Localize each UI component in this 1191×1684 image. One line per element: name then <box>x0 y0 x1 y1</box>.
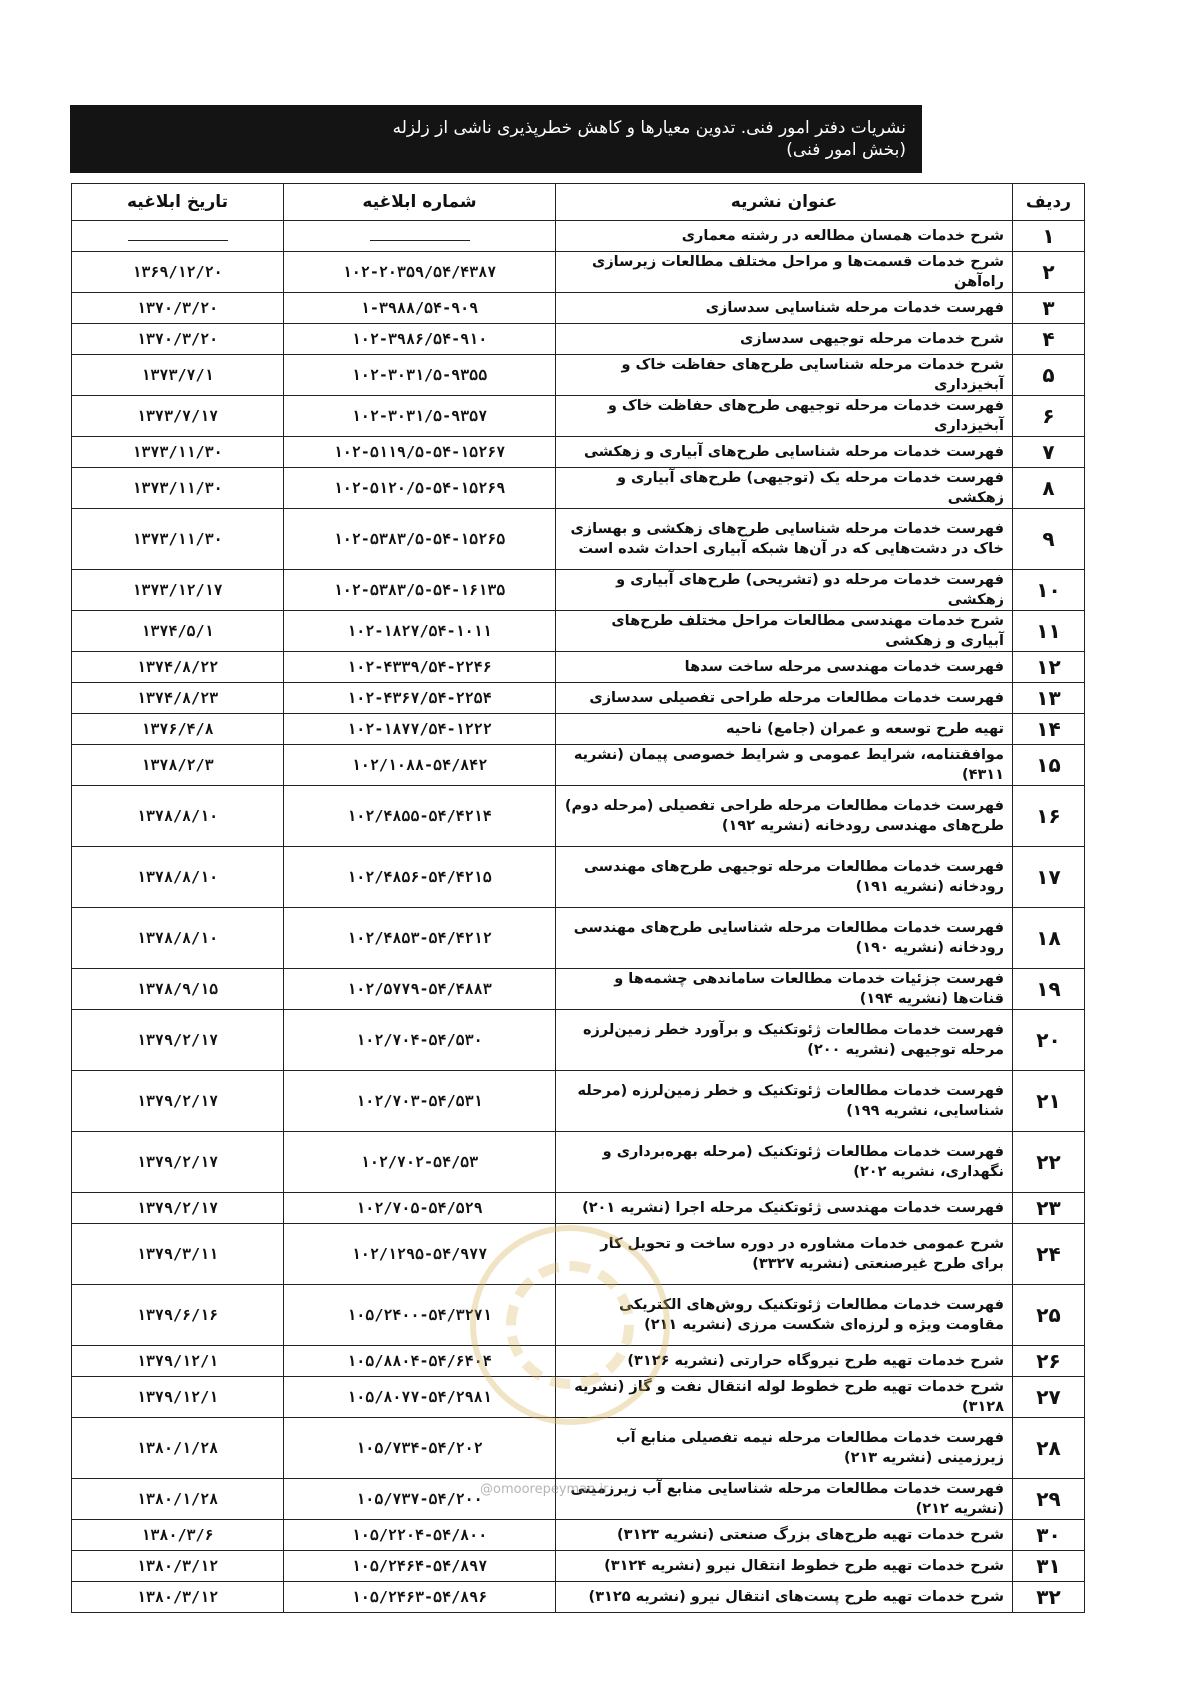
publication-title: شرح خدمات تهیه طرح نیروگاه حرارتی (نشریه ۳۱۲۶) <box>556 1346 1013 1377</box>
notice-number: ۱۰۵/۷۳۷-۵۴/۲۰۰ <box>284 1479 556 1520</box>
table-row <box>72 969 1085 1010</box>
table-row <box>72 293 1085 324</box>
notice-date <box>72 221 284 252</box>
publication-title: فهرست خدمات مطالعات ژئوتکنیک و خطر زمین‌لرزه (مرحله شناسایی، نشریه ۱۹۹) <box>556 1071 1013 1132</box>
table-row <box>72 1377 1085 1418</box>
publication-title: شرح خدمات مهندسی مطالعات مراحل مختلف طرح‌های آبیاری و زهکشی <box>556 611 1013 652</box>
table-row <box>72 847 1085 908</box>
publications-table <box>71 183 1085 1613</box>
row-number: ۴ <box>1013 324 1085 355</box>
table-row <box>72 1193 1085 1224</box>
table-row <box>72 1418 1085 1479</box>
publication-title: فهرست خدمات مطالعات ژئوتکنیک و برآورد خطر زمین‌لرزه مرحله توجیهی (نشریه ۲۰۰) <box>556 1010 1013 1071</box>
row-number: ۱۷ <box>1013 847 1085 908</box>
notice-number: ۱۰۲/۷۰۵-۵۴/۵۲۹ <box>284 1193 556 1224</box>
row-number: ۱۸ <box>1013 908 1085 969</box>
table-row <box>72 1551 1085 1582</box>
row-number: ۲۴ <box>1013 1224 1085 1285</box>
publication-title: فهرست خدمات مطالعات مرحله طراحی تفصیلی (مرحله دوم) طرح‌های مهندسی رودخانه (نشریه ۱۹۲) <box>556 786 1013 847</box>
notice-date: ۱۳۷۹/۳/۱۱ <box>72 1224 284 1285</box>
notice-number: ۱۰۲-۵۳۸۳/۵-۵۴-۱۶۱۳۵ <box>284 570 556 611</box>
notice-date: ۱۳۸۰/۳/۶ <box>72 1520 284 1551</box>
table-row <box>72 1132 1085 1193</box>
table-row <box>72 1224 1085 1285</box>
notice-date: ۱۳۷۳/۷/۱۷ <box>72 396 284 437</box>
row-number: ۲۲ <box>1013 1132 1085 1193</box>
notice-date: ۱۳۷۸/۸/۱۰ <box>72 908 284 969</box>
row-number: ۲۷ <box>1013 1377 1085 1418</box>
publication-title: فهرست خدمات مطالعات مرحله نیمه تفصیلی منابع آب زیرزمینی (نشریه ۲۱۳) <box>556 1418 1013 1479</box>
header-date: تاریخ ابلاغیه <box>72 184 284 221</box>
notice-number: ۱۰۲-۴۳۶۷/۵۴-۲۲۵۴ <box>284 683 556 714</box>
publication-title: فهرست خدمات مرحله توجیهی طرح‌های حفاظت خاک و آبخیزداری <box>556 396 1013 437</box>
table-row <box>72 745 1085 786</box>
publication-title: فهرست خدمات مطالعات مرحله توجیهی طرح‌های مهندسی رودخانه (نشریه ۱۹۱) <box>556 847 1013 908</box>
notice-date: ۱۳۷۴/۸/۲۲ <box>72 652 284 683</box>
publication-title: فهرست خدمات مهندسی ژئوتکنیک مرحله اجرا (نشریه ۲۰۱) <box>556 1193 1013 1224</box>
table-row <box>72 252 1085 293</box>
notice-date: ۱۳۷۳/۱۱/۳۰ <box>72 468 284 509</box>
row-number: ۱۶ <box>1013 786 1085 847</box>
table-row <box>72 570 1085 611</box>
row-number: ۸ <box>1013 468 1085 509</box>
row-number: ۳۰ <box>1013 1520 1085 1551</box>
watermark-text: @omoorepeyman.ir <box>480 1482 609 1497</box>
notice-date: ۱۳۷۸/۸/۱۰ <box>72 786 284 847</box>
table-row <box>72 509 1085 570</box>
header-title: عنوان نشریه <box>556 184 1013 221</box>
notice-number: ۱۰۵/۲۴۰۰-۵۴/۳۲۷۱ <box>284 1285 556 1346</box>
row-number: ۲ <box>1013 252 1085 293</box>
table-header-row <box>72 184 1085 221</box>
row-number: ۱۴ <box>1013 714 1085 745</box>
notice-number: ۱۰۲/۷۰۲-۵۴/۵۳ <box>284 1132 556 1193</box>
publication-title: شرح خدمات مرحله شناسایی طرح‌های حفاظت خاک و آبخیزداری <box>556 355 1013 396</box>
table-row <box>72 437 1085 468</box>
table-row <box>72 611 1085 652</box>
notice-date: ۱۳۸۰/۱/۲۸ <box>72 1418 284 1479</box>
publications-table-container <box>71 183 1084 1613</box>
row-number: ۲۸ <box>1013 1418 1085 1479</box>
notice-number: ۱-۳۹۸۸/۵۴-۹۰۹ <box>284 293 556 324</box>
publication-title: فهرست خدمات مرحله شناسایی طرح‌های زهکشی و بهسازی خاک در دشت‌هایی که در آن‌ها شبکه آبیاری احداث شده است <box>556 509 1013 570</box>
publication-title: فهرست خدمات مطالعات ژئوتکنیک (مرحله بهره‌برداری و نگهداری، نشریه ۲۰۲) <box>556 1132 1013 1193</box>
publication-title: فهرست خدمات مهندسی مرحله ساخت سدها <box>556 652 1013 683</box>
header-code: شماره ابلاغیه <box>284 184 556 221</box>
publication-title: شرح عمومی خدمات مشاوره در دوره ساخت و تحویل کار برای طرح غیرصنعتی (نشریه ۳۳۲۷) <box>556 1224 1013 1285</box>
notice-date: ۱۳۷۳/۷/۱ <box>72 355 284 396</box>
row-number: ۲۰ <box>1013 1010 1085 1071</box>
publication-title: فهرست خدمات مطالعات ژئوتکنیک روش‌های الکتریکی مقاومت ویژه و لرزه‌ای شکست مرزی (نشریه ۲۱۱) <box>556 1285 1013 1346</box>
table-row <box>72 1582 1085 1613</box>
publication-title: فهرست خدمات مطالعات مرحله شناسایی طرح‌های مهندسی رودخانه (نشریه ۱۹۰) <box>556 908 1013 969</box>
publication-title: فهرست خدمات مرحله شناسایی سدسازی <box>556 293 1013 324</box>
row-number: ۲۵ <box>1013 1285 1085 1346</box>
row-number: ۱۰ <box>1013 570 1085 611</box>
notice-number: ۱۰۲-۲۰۳۵۹/۵۴/۴۳۸۷ <box>284 252 556 293</box>
table-row <box>72 1285 1085 1346</box>
table-row <box>72 324 1085 355</box>
row-number: ۶ <box>1013 396 1085 437</box>
notice-number: ۱۰۲/۱۲۹۵-۵۴/۹۷۷ <box>284 1224 556 1285</box>
notice-number: ۱۰۲/۴۸۵۵-۵۴/۴۲۱۴ <box>284 786 556 847</box>
table-row <box>72 396 1085 437</box>
notice-date: ۱۳۸۰/۳/۱۲ <box>72 1551 284 1582</box>
notice-number: ۱۰۲/۴۸۵۳-۵۴/۴۲۱۲ <box>284 908 556 969</box>
row-number: ۱ <box>1013 221 1085 252</box>
publication-title: تهیه طرح توسعه و عمران (جامع) ناحیه <box>556 714 1013 745</box>
notice-number: ۱۰۲-۳۰۳۱/۵-۹۳۵۵ <box>284 355 556 396</box>
notice-number <box>284 221 556 252</box>
table-row <box>72 786 1085 847</box>
publication-title: موافقتنامه، شرایط عمومی و شرایط خصوصی پیمان (نشریه ۴۳۱۱) <box>556 745 1013 786</box>
notice-date: ۱۳۷۹/۲/۱۷ <box>72 1132 284 1193</box>
table-row <box>72 355 1085 396</box>
notice-number: ۱۰۲/۷۰۳-۵۴/۵۳۱ <box>284 1071 556 1132</box>
publication-title: فهرست خدمات مرحله دو (تشریحی) طرح‌های آبیاری و زهکشی <box>556 570 1013 611</box>
notice-number: ۱۰۲/۴۸۵۶-۵۴/۴۲۱۵ <box>284 847 556 908</box>
blank-line <box>370 240 470 241</box>
notice-number: ۱۰۲-۴۳۳۹/۵۴-۲۲۴۶ <box>284 652 556 683</box>
notice-date: ۱۳۷۳/۱۱/۳۰ <box>72 509 284 570</box>
notice-date: ۱۳۷۶/۴/۸ <box>72 714 284 745</box>
row-number: ۳ <box>1013 293 1085 324</box>
table-row <box>72 1520 1085 1551</box>
table-row <box>72 652 1085 683</box>
publication-title: شرح خدمات تهیه طرح پست‌های انتقال نیرو (نشریه ۳۱۲۵) <box>556 1582 1013 1613</box>
row-number: ۳۲ <box>1013 1582 1085 1613</box>
notice-number: ۱۰۲-۳۹۸۶/۵۴-۹۱۰ <box>284 324 556 355</box>
notice-date: ۱۳۷۹/۲/۱۷ <box>72 1010 284 1071</box>
notice-number: ۱۰۲/۷۰۴-۵۴/۵۳۰ <box>284 1010 556 1071</box>
row-number: ۳۱ <box>1013 1551 1085 1582</box>
notice-number: ۱۰۲/۱۰۸۸-۵۴/۸۴۲ <box>284 745 556 786</box>
notice-date: ۱۳۸۰/۳/۱۲ <box>72 1582 284 1613</box>
notice-number: ۱۰۵/۲۴۶۳-۵۴/۸۹۶ <box>284 1582 556 1613</box>
publication-title: فهرست خدمات مطالعات مرحله شناسایی منابع آب زیرزمینی (نشریه ۲۱۲) <box>556 1479 1013 1520</box>
notice-date: ۱۳۷۹/۲/۱۷ <box>72 1071 284 1132</box>
publication-title: فهرست خدمات مرحله یک (توجیهی) طرح‌های آبیاری و زهکشی <box>556 468 1013 509</box>
table-row <box>72 1010 1085 1071</box>
table-row <box>72 1346 1085 1377</box>
notice-date: ۱۳۷۸/۹/۱۵ <box>72 969 284 1010</box>
notice-date: ۱۳۷۰/۳/۲۰ <box>72 324 284 355</box>
table-body <box>72 221 1085 1613</box>
notice-number: ۱۰۲-۳۰۳۱/۵-۹۳۵۷ <box>284 396 556 437</box>
notice-date: ۱۳۷۹/۱۲/۱ <box>72 1377 284 1418</box>
publication-title: شرح خدمات قسمت‌ها و مراحل مختلف مطالعات زیرسازی راه‌آهن <box>556 252 1013 293</box>
blank-line <box>128 240 228 241</box>
notice-date: ۱۳۷۹/۱۲/۱ <box>72 1346 284 1377</box>
table-row <box>72 468 1085 509</box>
table-row <box>72 1071 1085 1132</box>
row-number: ۹ <box>1013 509 1085 570</box>
row-number: ۱۵ <box>1013 745 1085 786</box>
notice-number: ۱۰۵/۲۲۰۴-۵۴/۸۰۰ <box>284 1520 556 1551</box>
table-row <box>72 683 1085 714</box>
notice-date: ۱۳۷۹/۶/۱۶ <box>72 1285 284 1346</box>
notice-number: ۱۰۲-۵۱۲۰/۵-۵۴-۱۵۲۶۹ <box>284 468 556 509</box>
notice-date: ۱۳۷۰/۳/۲۰ <box>72 293 284 324</box>
notice-number: ۱۰۲-۱۸۷۷/۵۴-۱۲۲۲ <box>284 714 556 745</box>
publication-title: شرح خدمات تهیه طرح خطوط انتقال نیرو (نشریه ۳۱۲۴) <box>556 1551 1013 1582</box>
publication-title: فهرست جزئیات خدمات مطالعات ساماندهی چشمه‌ها و قنات‌ها (نشریه ۱۹۴) <box>556 969 1013 1010</box>
row-number: ۲۱ <box>1013 1071 1085 1132</box>
notice-date: ۱۳۷۸/۸/۱۰ <box>72 847 284 908</box>
row-number: ۱۹ <box>1013 969 1085 1010</box>
notice-date: ۱۳۷۴/۵/۱ <box>72 611 284 652</box>
notice-date: ۱۳۶۹/۱۲/۲۰ <box>72 252 284 293</box>
notice-date: ۱۳۷۹/۲/۱۷ <box>72 1193 284 1224</box>
row-number: ۱۳ <box>1013 683 1085 714</box>
notice-number: ۱۰۲-۵۱۱۹/۵-۵۴-۱۵۲۶۷ <box>284 437 556 468</box>
row-number: ۵ <box>1013 355 1085 396</box>
row-number: ۱۲ <box>1013 652 1085 683</box>
notice-number: ۱۰۲-۱۸۲۷/۵۴-۱۰۱۱ <box>284 611 556 652</box>
header-row-number: ردیف <box>1013 184 1085 221</box>
page-title: نشریات دفتر امور فنی. تدوین معیارها و کاهش خطرپذیری ناشی از زلزله (بخش امور فنی) <box>392 118 906 160</box>
notice-number: ۱۰۵/۸۰۷۷-۵۴/۲۹۸۱ <box>284 1377 556 1418</box>
row-number: ۱۱ <box>1013 611 1085 652</box>
row-number: ۲۶ <box>1013 1346 1085 1377</box>
publication-title: شرح خدمات همسان مطالعه در رشته معماری <box>556 221 1013 252</box>
publication-title: شرح خدمات تهیه طرح‌های بزرگ صنعتی (نشریه ۳۱۲۳) <box>556 1520 1013 1551</box>
notice-number: ۱۰۵/۲۴۶۴-۵۴/۸۹۷ <box>284 1551 556 1582</box>
publication-title: شرح خدمات مرحله توجیهی سدسازی <box>556 324 1013 355</box>
notice-number: ۱۰۲/۵۷۷۹-۵۴/۴۸۸۳ <box>284 969 556 1010</box>
notice-number: ۱۰۵/۷۳۴-۵۴/۲۰۲ <box>284 1418 556 1479</box>
notice-date: ۱۳۷۸/۲/۳ <box>72 745 284 786</box>
publication-title: فهرست خدمات مرحله شناسایی طرح‌های آبیاری و زهکشی <box>556 437 1013 468</box>
table-row <box>72 221 1085 252</box>
row-number: ۲۳ <box>1013 1193 1085 1224</box>
row-number: ۲۹ <box>1013 1479 1085 1520</box>
row-number: ۷ <box>1013 437 1085 468</box>
notice-number: ۱۰۲-۵۳۸۳/۵-۵۴-۱۵۲۶۵ <box>284 509 556 570</box>
publication-title: فهرست خدمات مطالعات مرحله طراحی تفصیلی سدسازی <box>556 683 1013 714</box>
notice-date: ۱۳۷۴/۸/۲۳ <box>72 683 284 714</box>
notice-date: ۱۳۷۳/۱۱/۳۰ <box>72 437 284 468</box>
publication-title: شرح خدمات تهیه طرح خطوط لوله انتقال نفت و گاز (نشریه ۳۱۲۸) <box>556 1377 1013 1418</box>
notice-date: ۱۳۸۰/۱/۲۸ <box>72 1479 284 1520</box>
notice-number: ۱۰۵/۸۸۰۴-۵۴/۶۴۰۴ <box>284 1346 556 1377</box>
table-row <box>72 908 1085 969</box>
table-row <box>72 714 1085 745</box>
notice-date: ۱۳۷۳/۱۲/۱۷ <box>72 570 284 611</box>
header-banner <box>70 105 922 173</box>
